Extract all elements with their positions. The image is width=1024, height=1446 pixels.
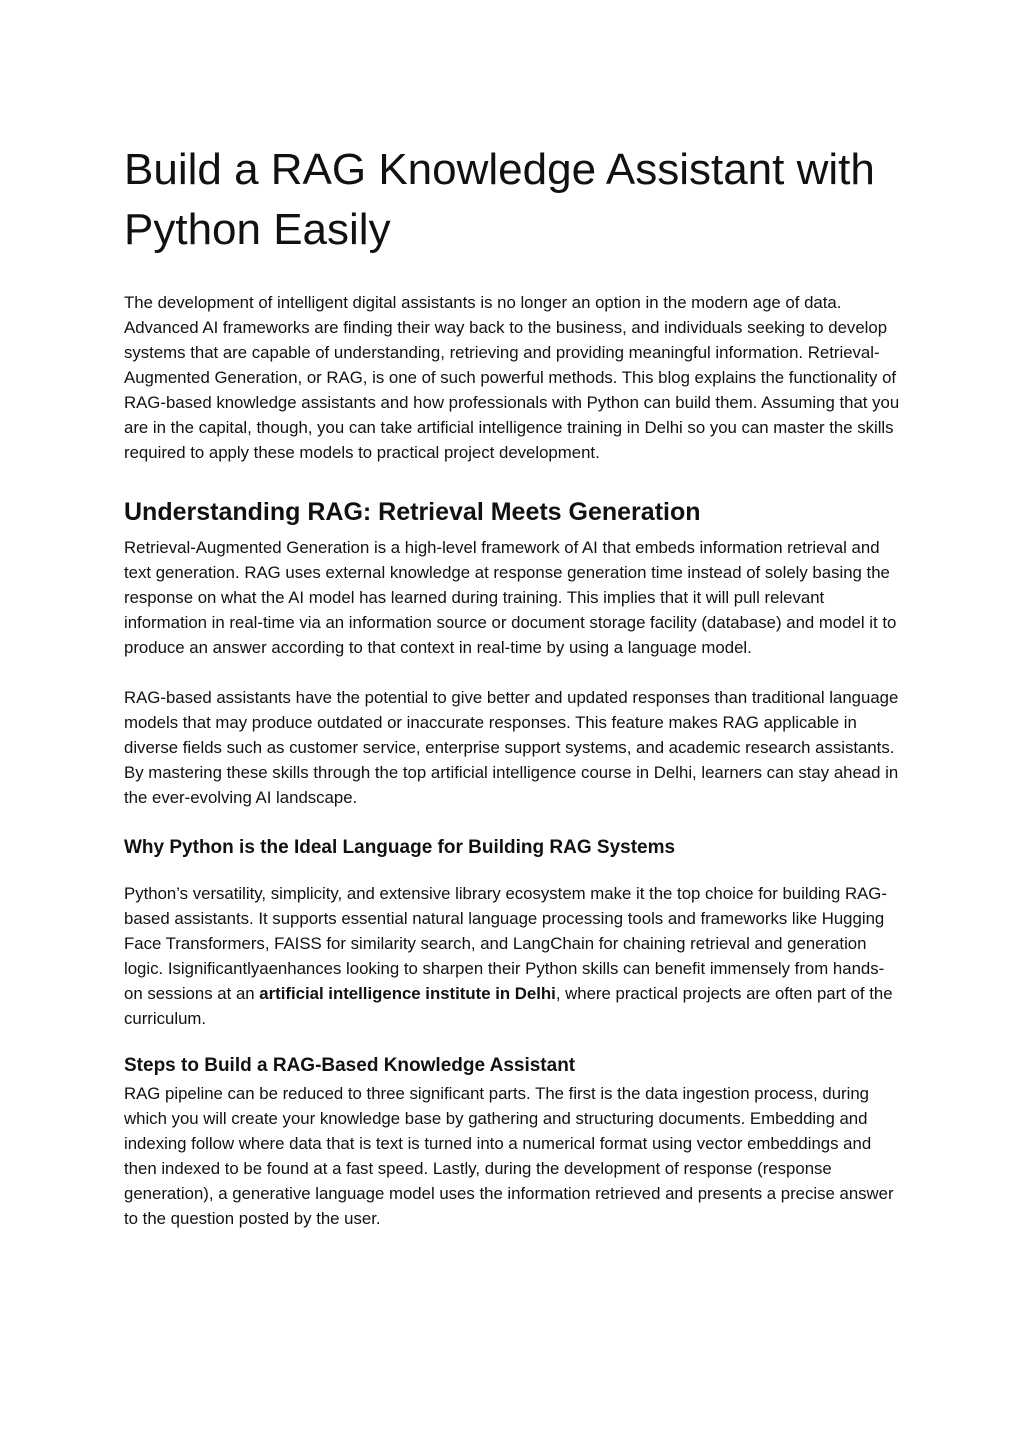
page-title: Build a RAG Knowledge Assistant with Python Easily	[124, 145, 875, 254]
python-paragraph	[124, 881, 900, 1031]
section-heading-steps: Steps to Build a RAG-Based Knowledge Assistant	[124, 1055, 576, 1076]
python-text-after-bold: , where practical projects are often part of the curriculum.	[124, 984, 893, 1028]
steps-paragraph: RAG pipeline can be reduced to three significant parts. The first is the data ingestion process, during which you will create your knowledge base by gathering and structuring documents. Embedding and indexing follow where data that is text is turned into a numerical format using vector embeddings and then indexed to be found at a fast speed. Lastly, during the development of response (response generation), a generative language model uses the information retrieved and presents a precise answer to the question posted by the user.	[124, 1084, 894, 1228]
intro-paragraph: The development of intelligent digital assistants is no longer an option in the modern age of data. Advanced AI frameworks are finding their way back to the business, and individuals seeking to develop systems that are capable of understanding, retrieving and providing meaningful information. Retrieval-Augmented Generation, or RAG, is one of such powerful methods. This blog explains the functionality of RAG-based knowledge assistants and how professionals with Python can build them. Assuming that you are in the capital, though, you can take artificial intelligence training in Delhi so you can master the skills required to apply these models to practical project development.	[124, 293, 900, 462]
section-heading-rag: Understanding RAG: Retrieval Meets Generation	[124, 498, 701, 526]
python-bold-text: artificial intelligence institute in Delhi	[259, 984, 556, 1003]
python-text-before-bold: Python’s versatility, simplicity, and extensive library ecosystem make it the top choice for building RAG-based assistants. It supports essential natural language processing tools and frameworks like Hugging Face Transformers, FAISS for similarity search, and LangChain for chaining retrieval and generation logic. Isignificantlyaenhances looking to sharpen their Python skills can benefit immensely from hands-on sessions at an	[124, 884, 887, 1003]
rag-paragraph-2: RAG-based assistants have the potential to give better and updated responses than traditional language models that may produce outdated or inaccurate responses. This feature makes RAG applicable in diverse fields such as customer service, enterprise support systems, and academic research assistants. By mastering these skills through the top artificial intelligence course in Delhi, learners can stay ahead in the ever-evolving AI landscape.	[124, 688, 899, 807]
section-heading-python: Why Python is the Ideal Language for Building RAG Systems	[124, 837, 676, 858]
rag-paragraph-1: Retrieval-Augmented Generation is a high-level framework of AI that embeds information retrieval and text generation. RAG uses external knowledge at response generation time instead of solely basing the response on what the AI model has learned during training. This implies that it will pull relevant information in real-time via an information source or document storage facility (database) and model it to produce an answer according to that context in real-time by using a language model.	[124, 538, 897, 657]
